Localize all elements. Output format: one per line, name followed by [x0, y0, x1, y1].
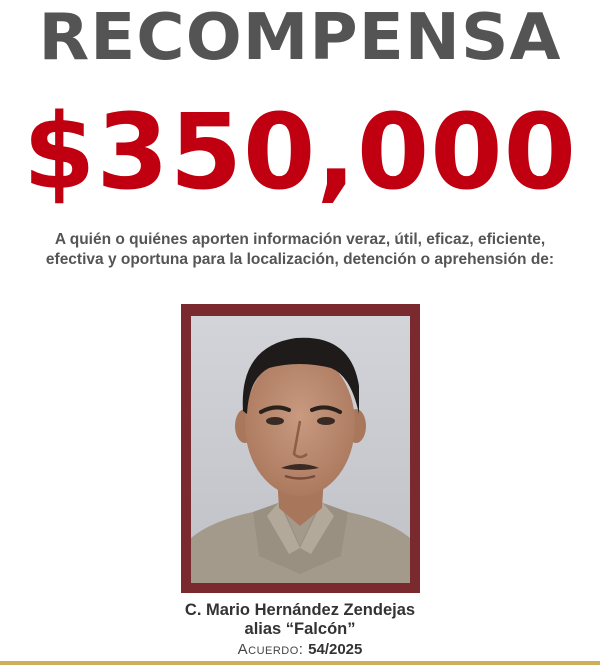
- suspect-name: C. Mario Hernández Zendejas: [184, 601, 416, 619]
- reward-description: A quién o quiénes aporten información veraz, útil, eficaz, eficiente, efectiva y oportuna para la localización, detención o aprehensión de:: [45, 231, 555, 268]
- agreement-number: 54/2025: [308, 641, 363, 658]
- reward-amount: $350,000: [22, 91, 578, 213]
- agreement-line: [0, 640, 600, 660]
- photo-frame: [181, 304, 420, 593]
- agreement-label: Acuerdo:: [237, 641, 309, 658]
- suspect-portrait-image: [191, 316, 410, 583]
- bottom-accent-rule: [0, 661, 600, 665]
- suspect-alias: alias “Falcón”: [244, 620, 356, 638]
- suspect-photo: [191, 316, 410, 583]
- poster-title: RECOMPENSA: [38, 1, 562, 75]
